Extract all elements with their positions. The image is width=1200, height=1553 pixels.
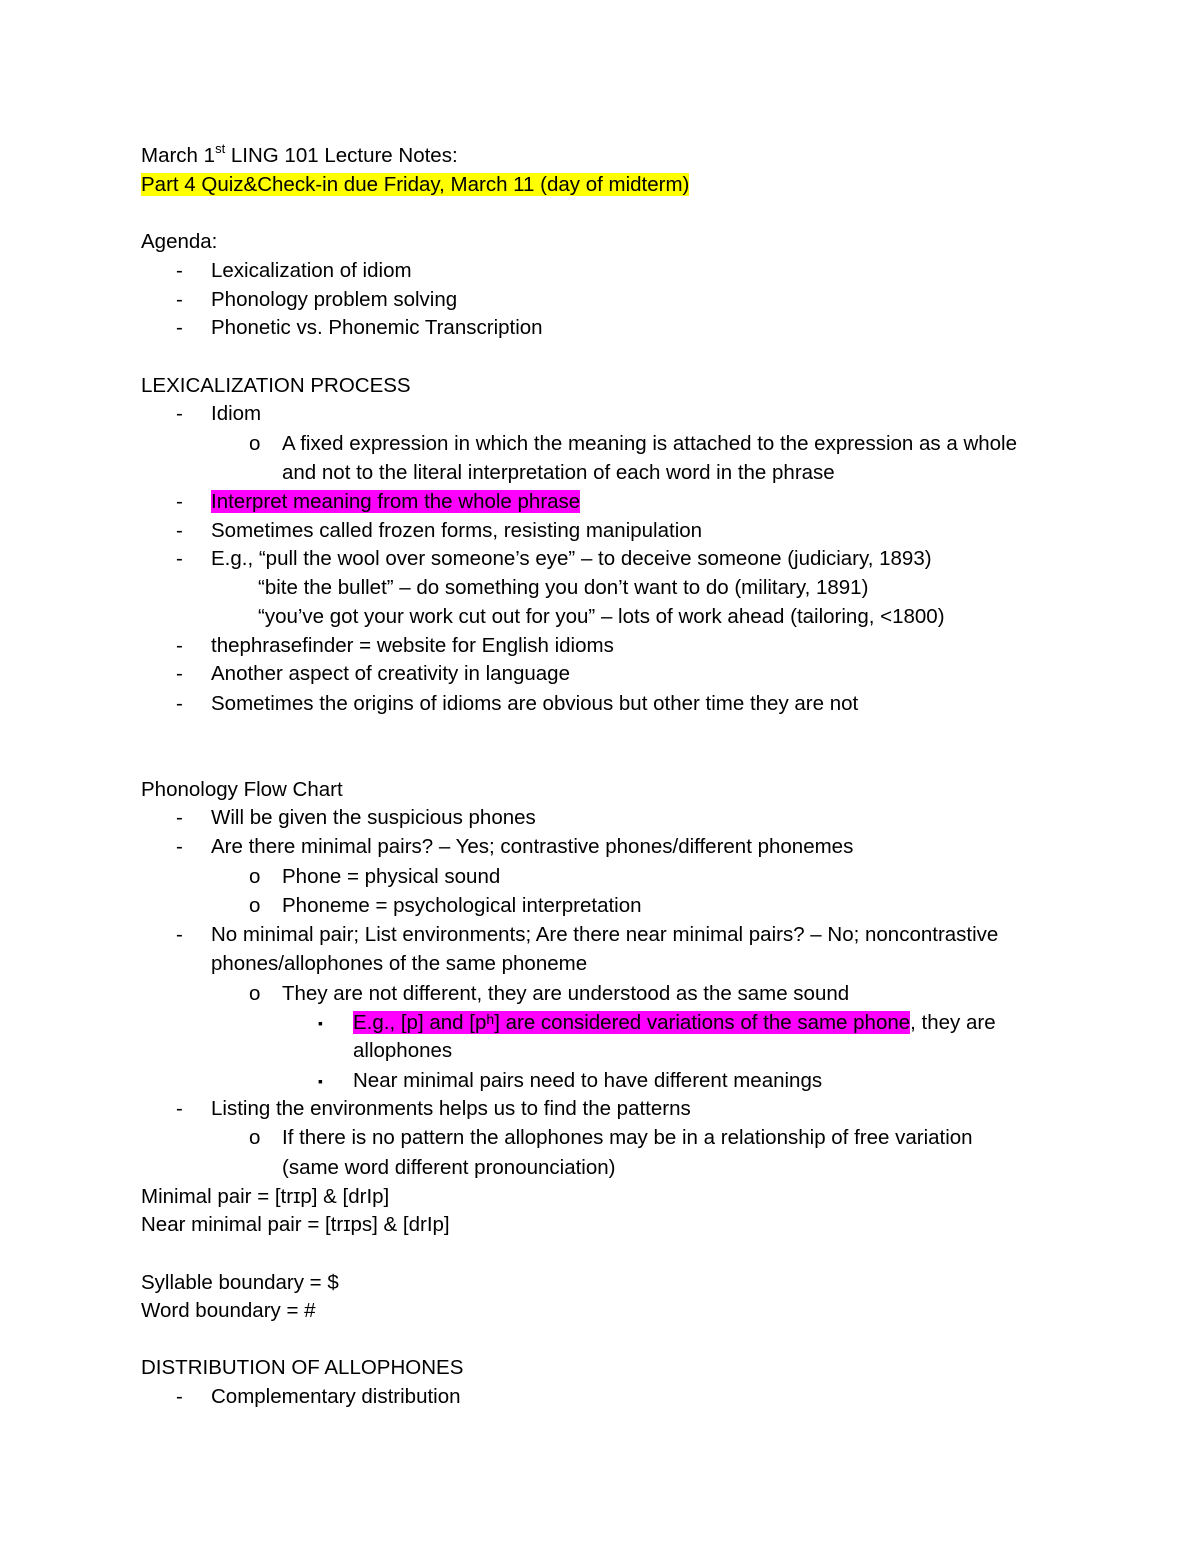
- list-item: Lexicalization of idiom: [211, 259, 412, 282]
- list-item: They are not different, they are understood as the same sound: [282, 982, 850, 1005]
- list-item: Sometimes called frozen forms, resisting manipulation: [211, 519, 703, 542]
- square-bullet: ▪: [318, 1073, 323, 1089]
- dash-bullet: -: [176, 402, 183, 425]
- list-item-continued: and not to the literal interpretation of each word in the phrase: [282, 461, 835, 484]
- list-item: Complementary distribution: [211, 1385, 461, 1408]
- list-item: [353, 1010, 996, 1036]
- title-superscript: st: [215, 141, 226, 157]
- definition-line: Word boundary = #: [141, 1299, 316, 1322]
- dash-bullet: -: [176, 316, 183, 339]
- list-item: Near minimal pairs need to have different meanings: [353, 1069, 823, 1092]
- circle-bullet: o: [249, 432, 261, 455]
- circle-bullet: o: [249, 982, 261, 1005]
- definition-line: Syllable boundary = $: [141, 1271, 339, 1294]
- list-item: Phonology problem solving: [211, 288, 458, 311]
- dash-bullet: -: [176, 692, 183, 715]
- dash-bullet: -: [176, 519, 183, 542]
- square-bullet: ▪: [318, 1015, 323, 1031]
- list-item: thephrasefinder = website for English idioms: [211, 634, 614, 657]
- list-item: Are there minimal pairs? – Yes; contrastive phones/different phonemes: [211, 835, 854, 858]
- dash-bullet: -: [176, 1385, 183, 1408]
- list-item-continued: “you’ve got your work cut out for you” – lots of work ahead (tailoring, <1800): [258, 605, 945, 628]
- dash-bullet: -: [176, 288, 183, 311]
- list-item: Sometimes the origins of idioms are obvious but other time they are not: [211, 692, 859, 715]
- list-item: Another aspect of creativity in language: [211, 662, 570, 685]
- list-item-text: , they are: [910, 1011, 996, 1034]
- list-item: Idiom: [211, 402, 262, 425]
- dash-bullet: -: [176, 634, 183, 657]
- section-heading: DISTRIBUTION OF ALLOPHONES: [141, 1356, 464, 1379]
- due-note-highlight: Part 4 Quiz&Check-in due Friday, March 11 (day of midterm): [141, 173, 690, 196]
- dash-bullet: -: [176, 1097, 183, 1120]
- agenda-heading: Agenda:: [141, 230, 218, 253]
- magenta-highlight: E.g., [p] and [pʰ] are considered variations of the same phone: [353, 1011, 911, 1034]
- list-item-continued: (same word different pronounciation): [282, 1156, 616, 1179]
- list-item: No minimal pair; List environments; Are there near minimal pairs? – No; noncontrastive: [211, 923, 999, 946]
- title-text: March 1: [141, 144, 216, 167]
- list-item: Phoneme = psychological interpretation: [282, 894, 642, 917]
- dash-bullet: -: [176, 662, 183, 685]
- dash-bullet: -: [176, 490, 183, 513]
- list-item: Will be given the suspicious phones: [211, 806, 536, 829]
- title-text-rest: LING 101 Lecture Notes:: [225, 144, 458, 167]
- section-heading: LEXICALIZATION PROCESS: [141, 374, 411, 397]
- circle-bullet: o: [249, 865, 261, 888]
- dash-bullet: -: [176, 806, 183, 829]
- list-item: [211, 489, 580, 515]
- dash-bullet: -: [176, 547, 183, 570]
- dash-bullet: -: [176, 923, 183, 946]
- list-item: If there is no pattern the allophones may be in a relationship of free variation: [282, 1126, 973, 1149]
- list-item: Listing the environments helps us to find the patterns: [211, 1097, 691, 1120]
- definition-line: Near minimal pair = [trɪps] & [drIp]: [141, 1213, 450, 1236]
- list-item: E.g., “pull the wool over someone’s eye” – to deceive someone (judiciary, 1893): [211, 547, 932, 570]
- list-item-continued: phones/allophones of the same phoneme: [211, 952, 588, 975]
- dash-bullet: -: [176, 835, 183, 858]
- dash-bullet: -: [176, 259, 183, 282]
- list-item: Phonetic vs. Phonemic Transcription: [211, 316, 543, 339]
- list-item: A fixed expression in which the meaning is attached to the expression as a whole: [282, 432, 1018, 455]
- list-item: Phone = physical sound: [282, 865, 501, 888]
- magenta-highlight: Interpret meaning from the whole phrase: [211, 490, 581, 513]
- definition-line: Minimal pair = [trɪp] & [drIp]: [141, 1185, 390, 1208]
- list-item-continued: allophones: [353, 1039, 453, 1062]
- circle-bullet: o: [249, 1126, 261, 1149]
- section-heading: Phonology Flow Chart: [141, 778, 343, 801]
- list-item-continued: “bite the bullet” – do something you don’t want to do (military, 1891): [258, 576, 869, 599]
- page-title: [141, 143, 458, 169]
- circle-bullet: o: [249, 894, 261, 917]
- due-note: [141, 172, 689, 198]
